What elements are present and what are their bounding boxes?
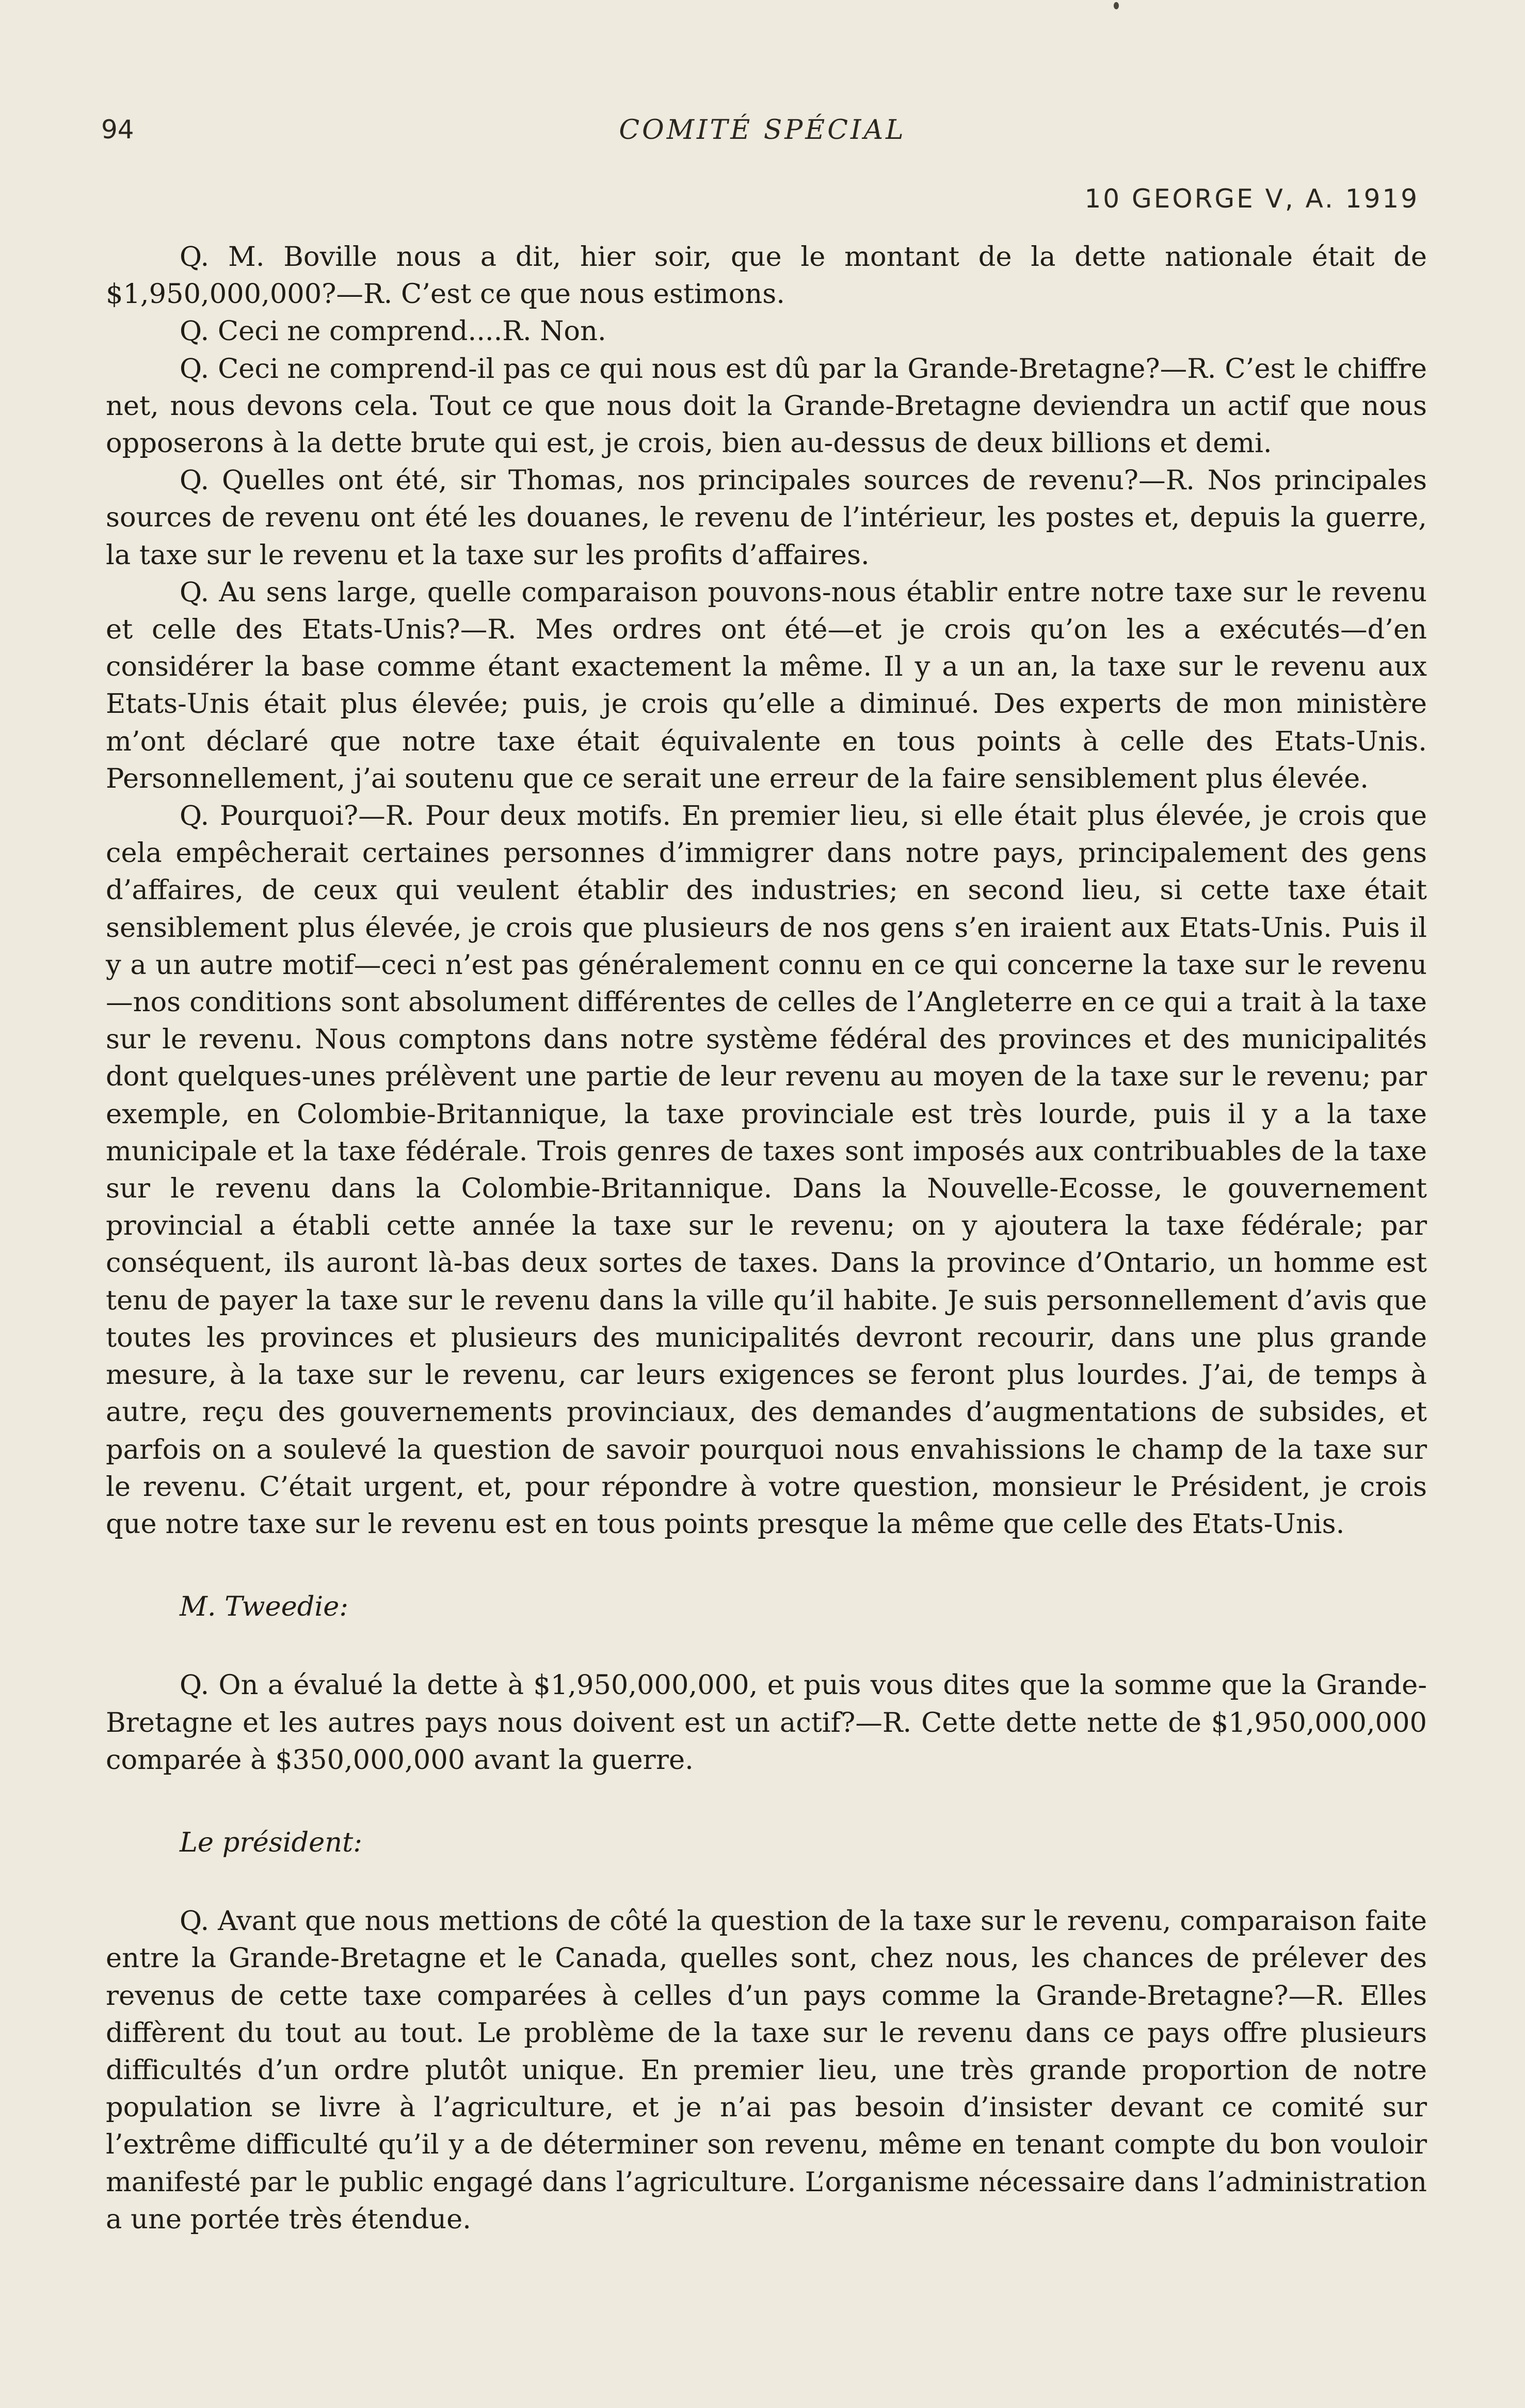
- session-reference: 10 GEORGE V, A. 1919: [1084, 184, 1419, 214]
- paragraph: Q. Avant que nous mettions de côté la question de la taxe sur le revenu, comparaison faite entre la Grande-Bretagne et le Canada, quelles sont, chez nous, les chances de prélever des revenus de cette taxe comparées à celles d’un pays comme la Grande-Bretagne?—R. Elles diffèrent du tout au tout. Le problème de la taxe sur le revenu dans ce pays offre plusieurs difficultés d’un ordre plutôt unique. En premier lieu, une très grande proportion de notre population se livre à l’agriculture, et je n’ai pas besoin d’insister devant ce comité sur l’extrême difficulté qu’il y a de déterminer son revenu, même en tenant compte du bon vouloir manifesté par le public engagé dans l’agriculture. L’organisme nécessaire dans l’administration a une portée très étendue.: [106, 1905, 1427, 2235]
- body-text: [106, 238, 1427, 2238]
- page-mark: [1114, 2, 1119, 9]
- paragraph: Q. Ceci ne comprend....R. Non.: [180, 315, 606, 347]
- running-head: COMITÉ SPÉCIAL: [619, 115, 906, 146]
- speaker-heading: M. Tweedie:: [180, 1591, 349, 1623]
- paragraph: Q. Quelles ont été, sir Thomas, nos principales sources de revenu?—R. Nos principales sources de revenu ont été les douanes, le revenu de l’intérieur, les postes et, depuis la guerre, la taxe sur le revenu et la taxe sur les profits d’affaires.: [106, 465, 1427, 571]
- page-number: 94: [101, 115, 134, 145]
- paragraph: Q. M. Boville nous a dit, hier soir, que le montant de la dette nationale était de $1,950,000,000?—R. C’est ce que nous estimons.: [106, 241, 1427, 310]
- paragraph: Q. On a évalué la dette à $1,950,000,000, et puis vous dites que la somme que la Grande-Bretagne et les autres pays nous doivent est un actif?—R. Cette dette nette de $1,950,000,000 comparée à $350,000,000 avant la guerre.: [106, 1669, 1427, 1776]
- paragraph: Q. Ceci ne comprend-il pas ce qui nous est dû par la Grande-Bretagne?—R. C’est le chiffre net, nous devons cela. Tout ce que nous doit la Grande-Bretagne deviendra un actif que nous opposerons à la dette brute qui est, je crois, bien au-dessus de deux billions et demi.: [106, 353, 1427, 459]
- paragraph: Q. Au sens large, quelle comparaison pouvons-nous établir entre notre taxe sur le revenu et celle des Etats-Unis?—R. Mes ordres ont été—et je crois qu’on les a exécutés—d’en considérer la base comme étant exactement la même. Il y a un an, la taxe sur le revenu aux Etats-Unis était plus élevée; puis, je crois qu’elle a diminué. Des experts de mon ministère m’ont déclaré que notre taxe était équivalente en tous points à celle des Etats-Unis. Personnellement, j’ai soutenu que ce serait une erreur de la faire sensiblement plus élevée.: [106, 576, 1427, 794]
- speaker-heading: Le président:: [180, 1826, 363, 1858]
- paragraph: Q. Pourquoi?—R. Pour deux motifs. En premier lieu, si elle était plus élevée, je crois que cela empêcherait certaines personnes d’immigrer dans notre pays, principalement des gens d’affaires, de ceux qui veulent établir des industries; en second lieu, si cette taxe était sensiblement plus élevée, je crois que plusieurs de nos gens s’en iraient aux Etats-Unis. Puis il y a un autre motif—ceci n’est pas généralement connu en ce qui concerne la taxe sur le revenu—nos conditions sont absolument différentes de celles de l’Angleterre en ce qui a trait à la taxe sur le revenu. Nous comptons dans notre système fédéral des provinces et des municipalités dont quelques-unes prélèvent une partie de leur revenu au moyen de la taxe sur le revenu; par exemple, en Colombie-Britannique, la taxe provinciale est très lourde, puis il y a la taxe municipale et la taxe fédérale. Trois genres de taxes sont imposés aux contribuables de la taxe sur le revenu dans la Colombie-Britannique. Dans la Nouvelle-Ecosse, le gouvernement provincial a établi cette année la taxe sur le revenu; on y ajoutera la taxe fédérale; par conséquent, ils auront là-bas deux sortes de taxes. Dans la province d’Ontario, un homme est tenu de payer la taxe sur le revenu dans la ville qu’il habite. Je suis personnellement d’avis que toutes les provinces et plusieurs des municipalités devront recourir, dans une plus grande mesure, à la taxe sur le revenu, car leurs exigences se feront plus lourdes. J’ai, de temps à autre, reçu des gouvernements provinciaux, des demandes d’augmentations de subsides, et parfois on a soulevé la question de savoir pourquoi nous envahissions le champ de la taxe sur le revenu. C’était urgent, et, pour répondre à votre question, monsieur le Président, je crois que notre taxe sur le revenu est en tous points presque la même que celle des Etats-Unis.: [106, 800, 1427, 1540]
